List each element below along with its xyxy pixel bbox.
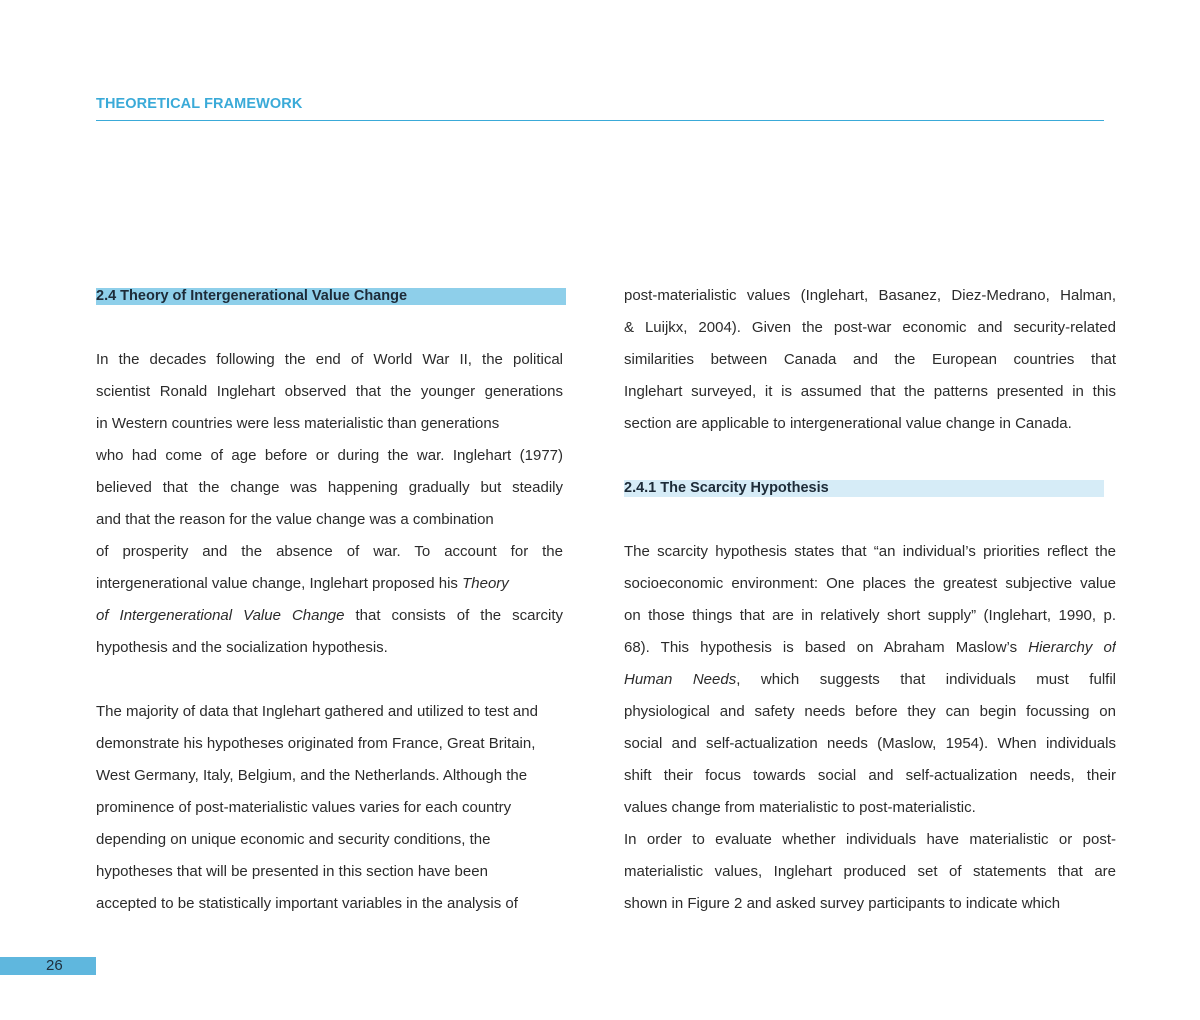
text-line bbox=[624, 664, 1116, 696]
text-line: In the decades following the end of World War II, the political bbox=[96, 351, 563, 368]
text-run: , which suggests that individuals must fulfil bbox=[736, 671, 1116, 688]
text-line: & Luijkx, 2004). Given the post-war economic and security-related bbox=[624, 319, 1116, 336]
left-column bbox=[96, 280, 563, 920]
text-line: in Western countries were less materialistic than generations bbox=[96, 415, 500, 432]
italic-title-part: Human Needs bbox=[624, 671, 737, 688]
text-line: who had come of age before or during the war. Inglehart (1977) bbox=[96, 447, 563, 464]
paragraph-scarcity bbox=[624, 536, 1116, 824]
text-line: shown in Figure 2 and asked survey participants to indicate which bbox=[624, 895, 1061, 912]
text-line: depending on unique economic and security conditions, the bbox=[96, 831, 491, 848]
text-line: physiological and safety needs before they can begin focussing on bbox=[624, 703, 1116, 720]
running-header-title: THEORETICAL FRAMEWORK bbox=[96, 96, 303, 112]
text-line: and that the reason for the value change was a combination bbox=[96, 511, 494, 528]
paragraph-continuation bbox=[624, 280, 1116, 440]
text-line bbox=[96, 568, 563, 600]
text-line: Inglehart surveyed, it is assumed that the patterns presented in this bbox=[624, 383, 1116, 400]
subsection-heading: 2.4.1 The Scarcity Hypothesis bbox=[624, 480, 1104, 497]
section-heading: 2.4 Theory of Intergenerational Value Change bbox=[96, 288, 566, 305]
page-number: 26 bbox=[46, 957, 63, 974]
text-line: values change from materialistic to post-materialistic. bbox=[624, 799, 976, 816]
text-line: accepted to be statistically important variables in the analysis of bbox=[96, 895, 518, 912]
text-line bbox=[624, 632, 1116, 664]
text-line: shift their focus towards social and self-actualization needs, their bbox=[624, 767, 1116, 784]
text-line bbox=[96, 600, 563, 632]
text-line: similarities between Canada and the European countries that bbox=[624, 351, 1116, 368]
text-line: post-materialistic values (Inglehart, Basanez, Diez-Medrano, Halman, bbox=[624, 287, 1116, 304]
header-rule bbox=[96, 120, 1104, 121]
text-line: section are applicable to intergenerational value change in Canada. bbox=[624, 415, 1072, 432]
text-line: of prosperity and the absence of war. To account for the bbox=[96, 543, 563, 560]
text-line: hypotheses that will be presented in this section have been bbox=[96, 863, 488, 880]
text-line: believed that the change was happening gradually but steadily bbox=[96, 479, 563, 496]
text-line: prominence of post-materialistic values varies for each country bbox=[96, 799, 512, 816]
text-line: demonstrate his hypotheses originated from France, Great Britain, bbox=[96, 735, 536, 752]
paragraph-data-sources bbox=[96, 696, 563, 920]
italic-title-part: of Intergenerational Value Change bbox=[96, 607, 345, 624]
text-run: intergenerational value change, Inglehart proposed his bbox=[96, 575, 463, 592]
text-line: West Germany, Italy, Belgium, and the Netherlands. Although the bbox=[96, 767, 528, 784]
text-line: The scarcity hypothesis states that “an individual’s priorities reflect the bbox=[624, 543, 1116, 560]
text-line: The majority of data that Inglehart gathered and utilized to test and bbox=[96, 703, 538, 720]
text-line: hypothesis and the socialization hypothesis. bbox=[96, 639, 388, 656]
italic-title-part: Theory bbox=[462, 575, 509, 592]
text-line: scientist Ronald Inglehart observed that the younger generations bbox=[96, 383, 563, 400]
text-line: socioeconomic environment: One places the greatest subjective value bbox=[624, 575, 1116, 592]
right-column bbox=[624, 280, 1116, 920]
text-run: 68). This hypothesis is based on Abraham Maslow’s bbox=[624, 639, 1029, 656]
text-line: materialistic values, Inglehart produced set of statements that are bbox=[624, 863, 1116, 880]
text-line: social and self-actualization needs (Maslow, 1954). When individuals bbox=[624, 735, 1116, 752]
text-run: that consists of the scarcity bbox=[344, 607, 563, 624]
paragraph-intro bbox=[96, 344, 563, 664]
paragraph-evaluation bbox=[624, 824, 1116, 920]
italic-title-part: Hierarchy of bbox=[1028, 639, 1116, 656]
text-line: In order to evaluate whether individuals have materialistic or post- bbox=[624, 831, 1116, 848]
text-line: on those things that are in relatively short supply” (Inglehart, 1990, p. bbox=[624, 607, 1116, 624]
